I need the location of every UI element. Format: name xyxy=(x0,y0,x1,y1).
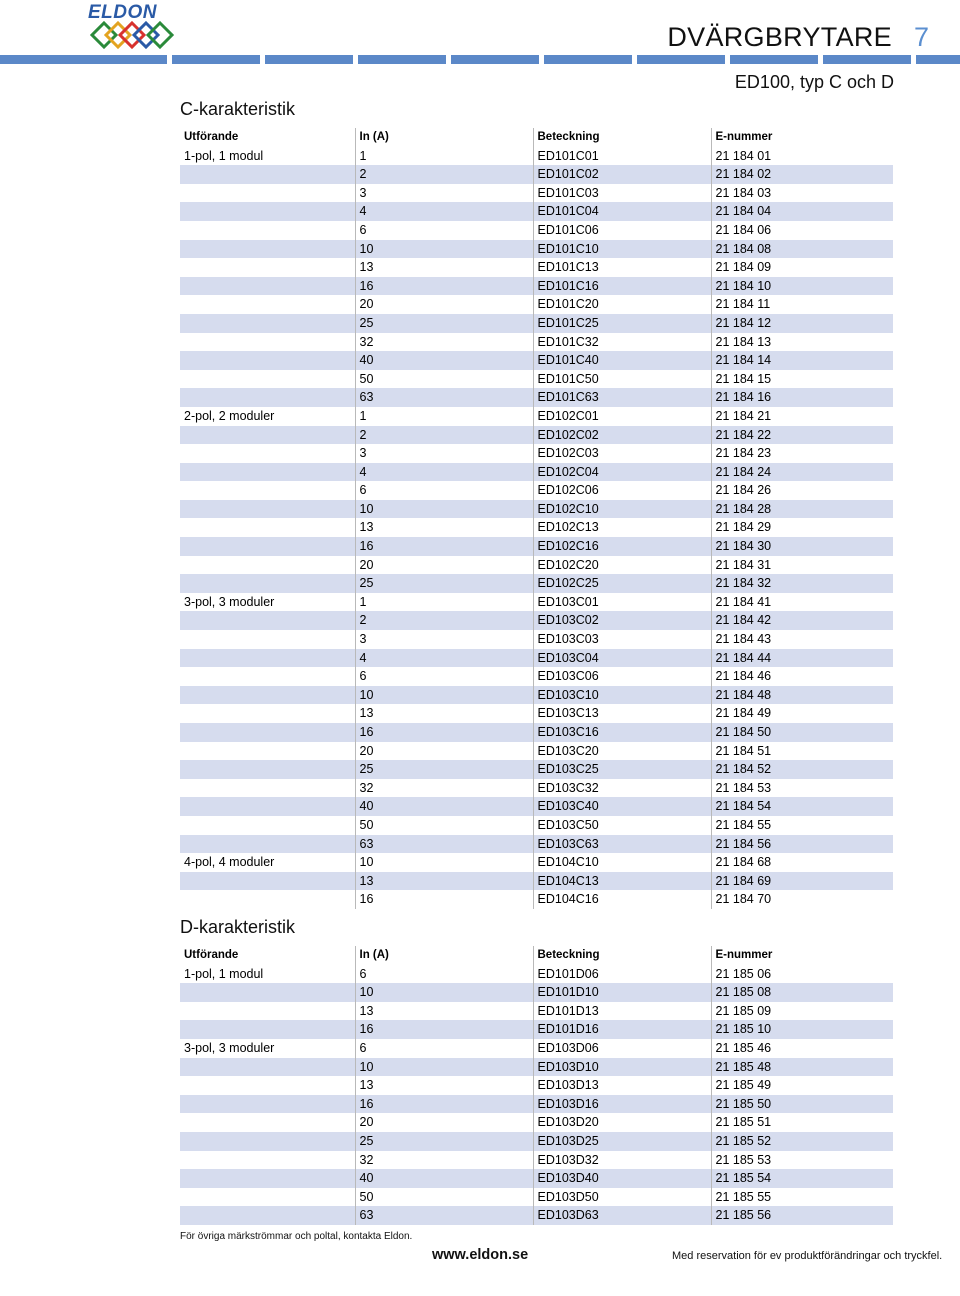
table-cell-enummer: 21 185 51 xyxy=(711,1113,893,1132)
table-cell-enummer: 21 184 31 xyxy=(711,556,893,575)
table-cell-enummer: 21 185 56 xyxy=(711,1206,893,1225)
table-cell-enummer: 21 184 02 xyxy=(711,165,893,184)
table-row xyxy=(180,407,893,426)
table-cell-beteckning: ED101C01 xyxy=(533,147,711,166)
table-cell-utforande xyxy=(180,1058,355,1077)
table-row xyxy=(180,667,893,686)
table-cell-utforande xyxy=(180,667,355,686)
table-cell-enummer: 21 184 52 xyxy=(711,760,893,779)
table-cell-utforande xyxy=(180,518,355,537)
table-cell-current: 4 xyxy=(355,649,533,668)
table-row xyxy=(180,593,893,612)
table-cell-beteckning: ED101D16 xyxy=(533,1020,711,1039)
table-row xyxy=(180,463,893,482)
table-cell-beteckning: ED103D10 xyxy=(533,1058,711,1077)
column-header: E-nummer xyxy=(711,946,893,965)
table-cell-current: 1 xyxy=(355,407,533,426)
table-cell-current: 63 xyxy=(355,1206,533,1225)
table-cell-current: 20 xyxy=(355,295,533,314)
table-cell-current: 16 xyxy=(355,1020,533,1039)
table-cell-current: 20 xyxy=(355,1113,533,1132)
table-cell-beteckning: ED103C04 xyxy=(533,649,711,668)
table-cell-enummer: 21 184 50 xyxy=(711,723,893,742)
table-row xyxy=(180,221,893,240)
table-row xyxy=(180,1113,893,1132)
table-cell-utforande: 3-pol, 3 moduler xyxy=(184,594,275,609)
table-cell-current: 63 xyxy=(355,835,533,854)
table-cell-enummer: 21 184 43 xyxy=(711,630,893,649)
table-row xyxy=(180,518,893,537)
table-row xyxy=(180,1058,893,1077)
table-cell-utforande xyxy=(180,258,355,277)
table-cell-utforande xyxy=(180,184,355,203)
table-row xyxy=(180,872,893,891)
table-cell-utforande xyxy=(180,649,355,668)
table-cell-enummer: 21 184 23 xyxy=(711,444,893,463)
table-cell-current: 13 xyxy=(355,1076,533,1095)
table-row xyxy=(180,351,893,370)
table-cell-beteckning: ED103D13 xyxy=(533,1076,711,1095)
section-title-c: C-karakteristik xyxy=(180,99,296,119)
table-cell-beteckning: ED102C01 xyxy=(533,407,711,426)
table-cell-enummer: 21 184 42 xyxy=(711,611,893,630)
table-row xyxy=(180,704,893,723)
table-cell-beteckning: ED104C16 xyxy=(533,890,711,909)
table-cell-enummer: 21 185 53 xyxy=(711,1151,893,1170)
page-number: 7 xyxy=(914,22,930,52)
table-cell-current: 3 xyxy=(355,630,533,649)
table-cell-enummer: 21 184 53 xyxy=(711,779,893,798)
table-cell-enummer: 21 184 09 xyxy=(711,258,893,277)
table-cell-current: 1 xyxy=(355,593,533,612)
column-header: In (A) xyxy=(355,946,533,965)
table-cell-current: 16 xyxy=(355,537,533,556)
eldon-logo[interactable] xyxy=(88,2,188,54)
table-row xyxy=(180,481,893,500)
table-cell-utforande xyxy=(180,463,355,482)
table-row xyxy=(180,686,893,705)
table-cell-utforande xyxy=(180,574,355,593)
table-cell-utforande xyxy=(180,370,355,389)
table-cell-current: 13 xyxy=(355,1002,533,1021)
table-cell-enummer: 21 185 54 xyxy=(711,1169,893,1188)
table-cell-beteckning: ED104C10 xyxy=(533,853,711,872)
table-cell-current: 50 xyxy=(355,816,533,835)
table-row xyxy=(180,1206,893,1225)
table-cell-current: 50 xyxy=(355,370,533,389)
table-cell-utforande xyxy=(180,240,355,259)
column-header: Utförande xyxy=(180,128,355,147)
table-cell-utforande xyxy=(180,388,355,407)
table-header-row xyxy=(180,128,893,147)
table-cell-current: 40 xyxy=(355,1169,533,1188)
column-header: Utförande xyxy=(180,946,355,965)
table-cell-enummer: 21 184 68 xyxy=(711,853,893,872)
table-cell-beteckning: ED102C06 xyxy=(533,481,711,500)
table-cell-utforande xyxy=(180,481,355,500)
table-cell-beteckning: ED103C13 xyxy=(533,704,711,723)
table-cell-enummer: 21 184 56 xyxy=(711,835,893,854)
table-cell-enummer: 21 184 69 xyxy=(711,872,893,891)
header-stripe-divider xyxy=(0,55,960,64)
table-cell-current: 6 xyxy=(355,481,533,500)
table-cell-current: 16 xyxy=(355,277,533,296)
table-cell-beteckning: ED103D06 xyxy=(533,1039,711,1058)
table-row xyxy=(180,388,893,407)
table-cell-current: 4 xyxy=(355,202,533,221)
table-cell-utforande xyxy=(180,1002,355,1021)
table-cell-enummer: 21 185 55 xyxy=(711,1188,893,1207)
table-row xyxy=(180,556,893,575)
table-cell-enummer: 21 185 08 xyxy=(711,983,893,1002)
table-cell-current: 32 xyxy=(355,333,533,352)
table-cell-current: 6 xyxy=(355,965,533,984)
table-cell-enummer: 21 184 48 xyxy=(711,686,893,705)
table-cell-beteckning: ED101C06 xyxy=(533,221,711,240)
page-subtitle: ED100, typ C och D xyxy=(734,72,894,92)
table-row xyxy=(180,1188,893,1207)
table-cell-current: 10 xyxy=(355,983,533,1002)
table-cell-enummer: 21 184 21 xyxy=(711,407,893,426)
table-cell-enummer: 21 184 41 xyxy=(711,593,893,612)
table-cell-enummer: 21 184 04 xyxy=(711,202,893,221)
table-cell-beteckning: ED101C32 xyxy=(533,333,711,352)
table-cell-utforande xyxy=(180,333,355,352)
table-cell-enummer: 21 184 08 xyxy=(711,240,893,259)
table-row xyxy=(180,1039,893,1058)
table-cell-utforande xyxy=(180,1076,355,1095)
table-cell-enummer: 21 185 52 xyxy=(711,1132,893,1151)
table-cell-beteckning: ED103C10 xyxy=(533,686,711,705)
table-cell-utforande xyxy=(180,1095,355,1114)
table-cell-beteckning: ED102C13 xyxy=(533,518,711,537)
table-row xyxy=(180,1095,893,1114)
table-cell-beteckning: ED103D50 xyxy=(533,1188,711,1207)
table-cell-current: 13 xyxy=(355,258,533,277)
table-cell-enummer: 21 184 46 xyxy=(711,667,893,686)
table-cell-current: 20 xyxy=(355,556,533,575)
table-cell-enummer: 21 184 15 xyxy=(711,370,893,389)
table-cell-current: 13 xyxy=(355,518,533,537)
table-cell-utforande xyxy=(180,723,355,742)
table-cell-utforande xyxy=(180,890,355,909)
table-cell-beteckning: ED101D13 xyxy=(533,1002,711,1021)
table-cell-enummer: 21 184 28 xyxy=(711,500,893,519)
table-row xyxy=(180,965,893,984)
table-cell-enummer: 21 184 11 xyxy=(711,295,893,314)
table-cell-utforande: 4-pol, 4 moduler xyxy=(184,855,275,870)
logo-diamonds-icon xyxy=(90,21,174,51)
table-cell-current: 6 xyxy=(355,667,533,686)
table-row xyxy=(180,184,893,203)
table-cell-utforande xyxy=(180,704,355,723)
table-cell-beteckning: ED103C50 xyxy=(533,816,711,835)
table-cell-enummer: 21 184 32 xyxy=(711,574,893,593)
table-row xyxy=(180,537,893,556)
table-cell-beteckning: ED101C10 xyxy=(533,240,711,259)
table-cell-enummer: 21 185 46 xyxy=(711,1039,893,1058)
table-cell-beteckning: ED101D06 xyxy=(533,965,711,984)
table-cell-beteckning: ED103C40 xyxy=(533,797,711,816)
table-row xyxy=(180,611,893,630)
table-cell-current: 10 xyxy=(355,853,533,872)
table-cell-beteckning: ED102C02 xyxy=(533,426,711,445)
table-cell-beteckning: ED102C10 xyxy=(533,500,711,519)
table-cell-utforande xyxy=(180,779,355,798)
table-cell-beteckning: ED103C63 xyxy=(533,835,711,854)
table-cell-utforande xyxy=(180,1151,355,1170)
table-row xyxy=(180,1076,893,1095)
table-cell-beteckning: ED103D32 xyxy=(533,1151,711,1170)
table-cell-current: 13 xyxy=(355,704,533,723)
table-cell-current: 6 xyxy=(355,1039,533,1058)
table-cell-current: 32 xyxy=(355,779,533,798)
table-cell-utforande xyxy=(180,835,355,854)
table-cell-beteckning: ED101C63 xyxy=(533,388,711,407)
table-cell-beteckning: ED103D25 xyxy=(533,1132,711,1151)
table-cell-beteckning: ED103C16 xyxy=(533,723,711,742)
table-cell-utforande xyxy=(180,165,355,184)
table-row xyxy=(180,797,893,816)
table-cell-enummer: 21 184 70 xyxy=(711,890,893,909)
table-cell-utforande xyxy=(180,500,355,519)
table-cell-utforande xyxy=(180,742,355,761)
table-row xyxy=(180,295,893,314)
table-cell-current: 3 xyxy=(355,184,533,203)
product-table-c xyxy=(180,128,893,909)
page-title: DVÄRGBRYTARE xyxy=(667,22,892,52)
table-cell-current: 16 xyxy=(355,890,533,909)
table-cell-enummer: 21 184 30 xyxy=(711,537,893,556)
table-row xyxy=(180,835,893,854)
table-cell-enummer: 21 184 12 xyxy=(711,314,893,333)
table-cell-enummer: 21 185 09 xyxy=(711,1002,893,1021)
table-row xyxy=(180,147,893,166)
table-row xyxy=(180,630,893,649)
table-cell-beteckning: ED103C32 xyxy=(533,779,711,798)
table-cell-utforande: 2-pol, 2 moduler xyxy=(184,408,275,423)
table-cell-beteckning: ED102C16 xyxy=(533,537,711,556)
table-cell-beteckning: ED103C02 xyxy=(533,611,711,630)
table-row xyxy=(180,333,893,352)
table-row xyxy=(180,816,893,835)
table-cell-current: 3 xyxy=(355,444,533,463)
table-cell-beteckning: ED102C25 xyxy=(533,574,711,593)
table-cell-utforande xyxy=(180,426,355,445)
column-header: Beteckning xyxy=(533,946,711,965)
table-row xyxy=(180,240,893,259)
table-cell-enummer: 21 184 55 xyxy=(711,816,893,835)
table-cell-beteckning: ED101C16 xyxy=(533,277,711,296)
table-cell-beteckning: ED103D63 xyxy=(533,1206,711,1225)
table-cell-beteckning: ED102C04 xyxy=(533,463,711,482)
table-row xyxy=(180,742,893,761)
footnote: För övriga märkströmmar och poltal, kontakta Eldon. xyxy=(180,1231,413,1242)
table-cell-enummer: 21 184 22 xyxy=(711,426,893,445)
table-cell-current: 2 xyxy=(355,426,533,445)
table-row xyxy=(180,760,893,779)
table-cell-utforande xyxy=(180,1169,355,1188)
table-cell-current: 20 xyxy=(355,742,533,761)
table-cell-enummer: 21 184 16 xyxy=(711,388,893,407)
table-row xyxy=(180,890,893,909)
table-cell-beteckning: ED102C20 xyxy=(533,556,711,575)
table-row xyxy=(180,258,893,277)
table-cell-current: 25 xyxy=(355,314,533,333)
table-row xyxy=(180,723,893,742)
table-cell-enummer: 21 184 24 xyxy=(711,463,893,482)
table-row xyxy=(180,1151,893,1170)
table-cell-enummer: 21 184 26 xyxy=(711,481,893,500)
table-cell-enummer: 21 185 48 xyxy=(711,1058,893,1077)
table-cell-enummer: 21 184 03 xyxy=(711,184,893,203)
table-cell-utforande xyxy=(180,295,355,314)
table-row xyxy=(180,277,893,296)
table-cell-beteckning: ED103C03 xyxy=(533,630,711,649)
table-cell-current: 2 xyxy=(355,611,533,630)
table-cell-current: 25 xyxy=(355,760,533,779)
table-cell-utforande xyxy=(180,444,355,463)
table-cell-enummer: 21 184 54 xyxy=(711,797,893,816)
table-cell-beteckning: ED103C06 xyxy=(533,667,711,686)
table-cell-beteckning: ED103C01 xyxy=(533,593,711,612)
table-cell-utforande xyxy=(180,797,355,816)
table-cell-beteckning: ED101C02 xyxy=(533,165,711,184)
table-cell-enummer: 21 185 10 xyxy=(711,1020,893,1039)
table-cell-utforande xyxy=(180,1206,355,1225)
table-cell-utforande xyxy=(180,537,355,556)
table-row xyxy=(180,500,893,519)
table-cell-utforande xyxy=(180,1020,355,1039)
table-cell-current: 1 xyxy=(355,147,533,166)
table-cell-utforande xyxy=(180,314,355,333)
table-cell-enummer: 21 184 44 xyxy=(711,649,893,668)
table-row xyxy=(180,165,893,184)
column-header: In (A) xyxy=(355,128,533,147)
table-cell-current: 16 xyxy=(355,723,533,742)
table-cell-enummer: 21 185 50 xyxy=(711,1095,893,1114)
table-cell-beteckning: ED103D40 xyxy=(533,1169,711,1188)
table-row xyxy=(180,779,893,798)
table-cell-current: 63 xyxy=(355,388,533,407)
table-cell-utforande: 1-pol, 1 modul xyxy=(184,148,264,163)
table-cell-enummer: 21 184 06 xyxy=(711,221,893,240)
table-row xyxy=(180,1020,893,1039)
table-cell-beteckning: ED101C03 xyxy=(533,184,711,203)
table-row xyxy=(180,1132,893,1151)
table-cell-current: 10 xyxy=(355,1058,533,1077)
table-cell-utforande xyxy=(180,1188,355,1207)
table-row xyxy=(180,853,893,872)
column-header: Beteckning xyxy=(533,128,711,147)
table-cell-utforande xyxy=(180,816,355,835)
table-cell-utforande xyxy=(180,760,355,779)
table-cell-beteckning: ED104C13 xyxy=(533,872,711,891)
table-cell-enummer: 21 184 29 xyxy=(711,518,893,537)
table-cell-current: 25 xyxy=(355,1132,533,1151)
table-cell-enummer: 21 184 13 xyxy=(711,333,893,352)
table-cell-beteckning: ED101C40 xyxy=(533,351,711,370)
table-row xyxy=(180,426,893,445)
table-cell-enummer: 21 184 14 xyxy=(711,351,893,370)
table-cell-utforande: 1-pol, 1 modul xyxy=(184,966,264,981)
table-cell-current: 16 xyxy=(355,1095,533,1114)
table-cell-utforande xyxy=(180,1113,355,1132)
table-cell-beteckning: ED101C50 xyxy=(533,370,711,389)
table-row xyxy=(180,202,893,221)
table-cell-utforande xyxy=(180,221,355,240)
table-row xyxy=(180,983,893,1002)
table-header-row xyxy=(180,946,893,965)
table-row xyxy=(180,444,893,463)
table-cell-beteckning: ED103D20 xyxy=(533,1113,711,1132)
table-cell-enummer: 21 185 06 xyxy=(711,965,893,984)
table-row xyxy=(180,370,893,389)
table-cell-current: 50 xyxy=(355,1188,533,1207)
table-cell-current: 13 xyxy=(355,872,533,891)
product-table-d xyxy=(180,946,893,1225)
table-cell-current: 25 xyxy=(355,574,533,593)
table-row xyxy=(180,649,893,668)
table-cell-current: 32 xyxy=(355,1151,533,1170)
table-cell-current: 40 xyxy=(355,797,533,816)
table-cell-beteckning: ED101C25 xyxy=(533,314,711,333)
table-cell-utforande xyxy=(180,686,355,705)
table-cell-enummer: 21 184 51 xyxy=(711,742,893,761)
table-cell-current: 10 xyxy=(355,240,533,259)
table-cell-beteckning: ED102C03 xyxy=(533,444,711,463)
table-cell-utforande: 3-pol, 3 moduler xyxy=(184,1040,275,1055)
logo-text: ELDON xyxy=(88,2,157,23)
table-cell-current: 10 xyxy=(355,686,533,705)
table-cell-utforande xyxy=(180,351,355,370)
table-cell-enummer: 21 184 10 xyxy=(711,277,893,296)
table-cell-beteckning: ED103D16 xyxy=(533,1095,711,1114)
table-row xyxy=(180,574,893,593)
table-row xyxy=(180,1169,893,1188)
table-cell-beteckning: ED101C13 xyxy=(533,258,711,277)
table-cell-utforande xyxy=(180,611,355,630)
disclaimer: Med reservation för ev produktförändringar och tryckfel. xyxy=(672,1250,943,1262)
table-cell-utforande xyxy=(180,556,355,575)
section-title-d: D-karakteristik xyxy=(180,917,296,937)
table-row xyxy=(180,314,893,333)
table-cell-enummer: 21 184 49 xyxy=(711,704,893,723)
table-cell-current: 40 xyxy=(355,351,533,370)
table-cell-utforande xyxy=(180,1132,355,1151)
table-cell-current: 4 xyxy=(355,463,533,482)
website-link[interactable]: www.eldon.se xyxy=(432,1247,529,1263)
table-cell-beteckning: ED103C25 xyxy=(533,760,711,779)
table-cell-beteckning: ED101D10 xyxy=(533,983,711,1002)
table-cell-utforande xyxy=(180,983,355,1002)
table-cell-utforande xyxy=(180,202,355,221)
column-header: E-nummer xyxy=(711,128,893,147)
table-cell-beteckning: ED101C20 xyxy=(533,295,711,314)
table-cell-utforande xyxy=(180,630,355,649)
table-cell-current: 10 xyxy=(355,500,533,519)
table-cell-enummer: 21 185 49 xyxy=(711,1076,893,1095)
table-cell-utforande xyxy=(180,277,355,296)
table-cell-enummer: 21 184 01 xyxy=(711,147,893,166)
table-cell-current: 6 xyxy=(355,221,533,240)
table-cell-utforande xyxy=(180,872,355,891)
table-row xyxy=(180,1002,893,1021)
table-cell-beteckning: ED101C04 xyxy=(533,202,711,221)
table-cell-current: 2 xyxy=(355,165,533,184)
table-cell-beteckning: ED103C20 xyxy=(533,742,711,761)
